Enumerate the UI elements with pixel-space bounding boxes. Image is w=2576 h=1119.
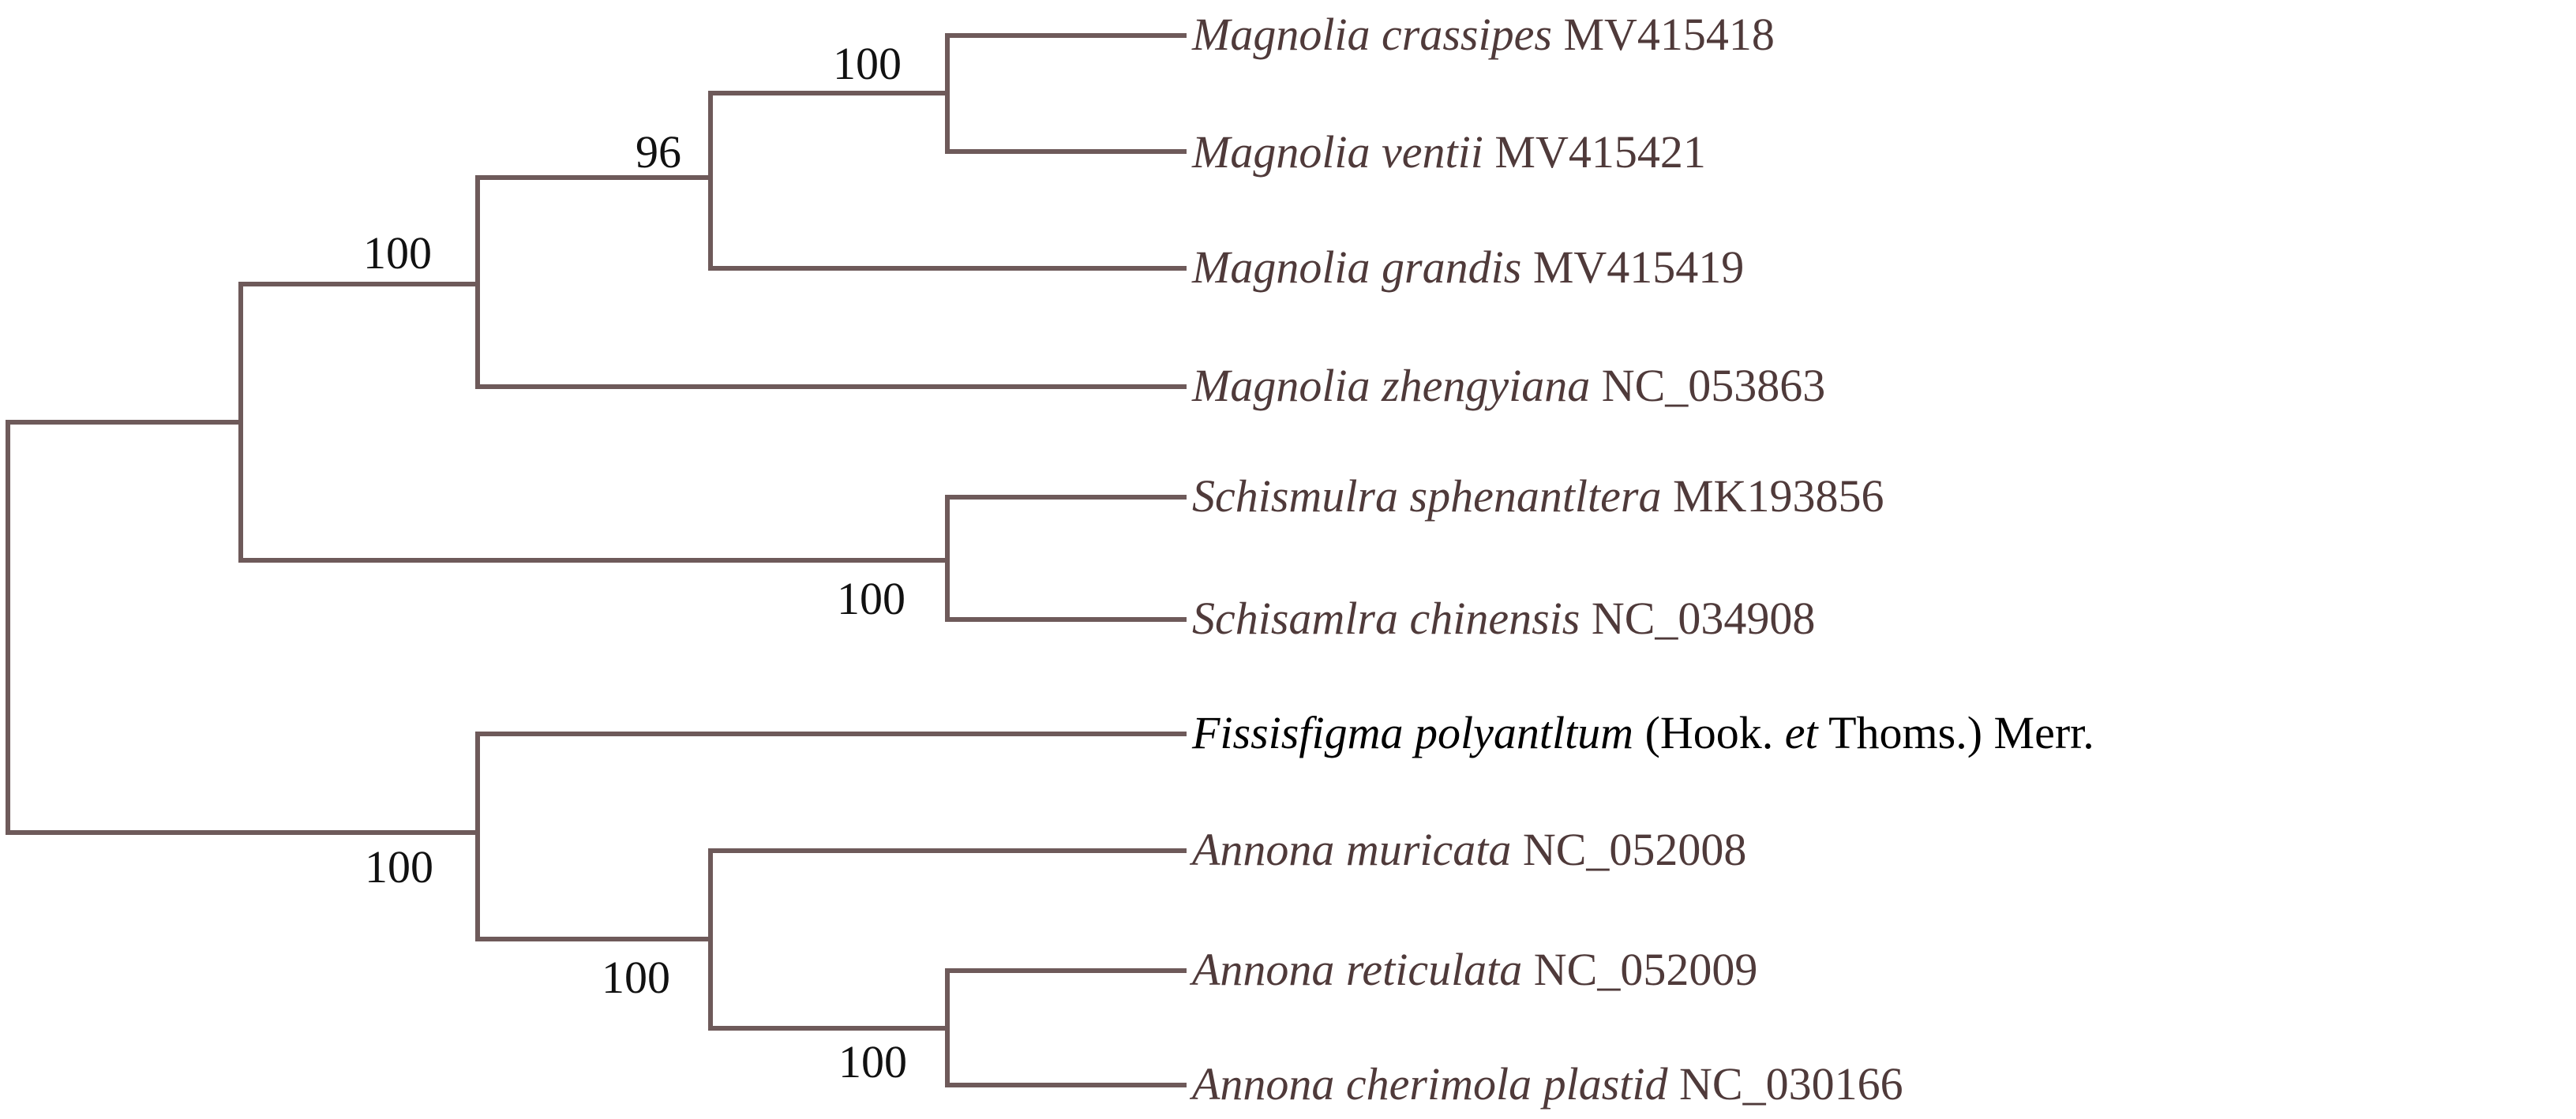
species-name: Magnolia zhengyiana bbox=[1192, 360, 1591, 411]
magnolia-branch bbox=[478, 178, 1184, 387]
taxon-label bbox=[1192, 470, 1884, 522]
crassipes-ventii-branch bbox=[947, 36, 1184, 152]
taxon-label bbox=[1191, 9, 1775, 60]
support-value: 100 bbox=[602, 952, 670, 1003]
tree-branches bbox=[8, 36, 1184, 1085]
taxon-label bbox=[1189, 1058, 1903, 1110]
accession-number: NC_030166 bbox=[1679, 1058, 1903, 1110]
species-name: Magnolia ventii bbox=[1192, 126, 1483, 178]
support-value: 100 bbox=[833, 38, 902, 89]
taxon-label bbox=[1189, 824, 1746, 875]
annonaceae-branch bbox=[478, 734, 1184, 939]
species-name: Annona reticulata bbox=[1192, 944, 1523, 995]
taxon-label bbox=[1189, 944, 1757, 995]
accession-number: MV415418 bbox=[1563, 9, 1775, 60]
accession-number: NC_052008 bbox=[1522, 824, 1747, 875]
taxon-label bbox=[1191, 360, 1825, 411]
taxon-labels bbox=[1189, 9, 2094, 1110]
schisandra-branch bbox=[947, 497, 1184, 619]
species-name: Magnolia crassipes bbox=[1192, 9, 1552, 60]
species-name: Schismulra sphenantltera bbox=[1192, 470, 1662, 522]
taxon-label bbox=[1191, 707, 2094, 758]
species-name: Schisamlra chinensis bbox=[1192, 593, 1580, 644]
species-name: Annona cherimola plastid bbox=[1192, 1058, 1668, 1110]
author-citation-et: et bbox=[1784, 707, 1818, 758]
accession-number: NC_034908 bbox=[1591, 593, 1816, 644]
author-citation-end: Thoms.) Merr. bbox=[1828, 707, 2094, 758]
accession-number: NC_053863 bbox=[1601, 360, 1826, 411]
taxon-label bbox=[1192, 593, 1815, 644]
reticulata-cherimola-branch bbox=[947, 971, 1184, 1085]
magnolia-schisandra-branch bbox=[241, 284, 947, 560]
support-value: 96 bbox=[636, 126, 681, 178]
taxon-label bbox=[1191, 241, 1744, 293]
support-value: 100 bbox=[365, 841, 433, 893]
support-value: 100 bbox=[838, 1036, 907, 1087]
species-name: Fissisfigma polyantltum bbox=[1192, 707, 1634, 758]
accession-number: MV415421 bbox=[1494, 126, 1706, 178]
accession-number: NC_052009 bbox=[1533, 944, 1758, 995]
support-value: 100 bbox=[837, 573, 906, 624]
support-value: 100 bbox=[363, 227, 432, 279]
accession-number: MK193856 bbox=[1672, 470, 1884, 522]
accession-number: MV415419 bbox=[1532, 241, 1745, 293]
author-citation-start: (Hook. bbox=[1644, 707, 1774, 758]
taxon-label bbox=[1191, 126, 1706, 178]
species-name: Annona muricata bbox=[1192, 824, 1512, 875]
species-name: Magnolia grandis bbox=[1192, 241, 1522, 293]
